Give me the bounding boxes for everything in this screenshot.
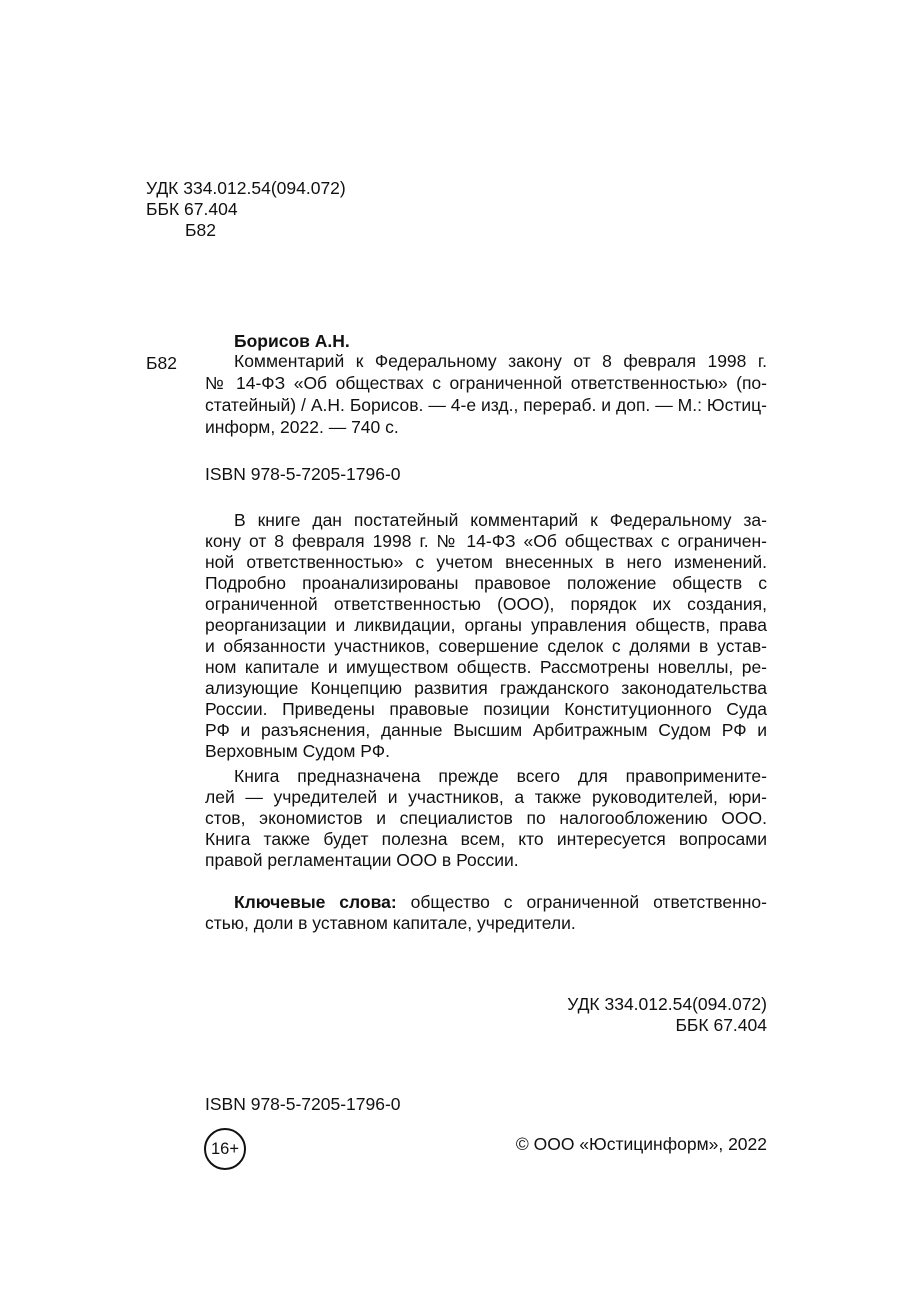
annotation-line: ном капитале и имуществом обществ. Рассмотрены новеллы, ре- (205, 657, 767, 677)
annotation-line: России. Приведены правовые позиции Конституционного Суда (205, 699, 767, 719)
annotation-line: Подробно проанализированы правовое положение обществ с (205, 573, 767, 593)
annotation-line: Книга также будет полезна всем, кто интересуется вопросами (205, 829, 767, 849)
author-name: Борисов А.Н. (234, 331, 350, 351)
bbk-code-bottom: ББК 67.404 (675, 1015, 767, 1035)
bib-line-4: информ, 2022. — 740 с. (205, 417, 399, 437)
annotation-line: и обязанности участников, совершение сделок с долями в устав- (205, 636, 767, 656)
annotation-line: ализующие Концепцию развития гражданского законодательства (205, 678, 767, 698)
annotation-line: ограниченной ответственностью (ООО), порядок их создания, (205, 594, 767, 614)
bib-line-3: статейный) / А.Н. Борисов. — 4-е изд., перераб. и доп. — М.: Юстиц- (205, 395, 767, 415)
bib-line-2: № 14-ФЗ «Об обществах с ограниченной ответственностью» (по- (205, 373, 767, 393)
annotation-line: Верховным Судом РФ. (205, 741, 390, 761)
bbk-code-top: ББК 67.404 (146, 199, 238, 219)
isbn-top: ISBN 978-5-7205-1796-0 (205, 464, 401, 484)
keywords-label: Ключевые слова: (234, 892, 397, 912)
udk-code-top: УДК 334.012.54(094.072) (146, 178, 346, 198)
annotation-line: реорганизации и ликвидации, органы управления обществ, права (205, 615, 767, 635)
age-rating-badge: 16+ (204, 1128, 246, 1170)
annotation-line: РФ и разъяснения, данные Высшим Арбитражным Судом РФ и (205, 720, 767, 740)
annotation-line: лей — учредителей и участников, а также руководителей, юри- (205, 787, 767, 807)
udk-code-bottom: УДК 334.012.54(094.072) (567, 994, 767, 1014)
annotation-line: кону от 8 февраля 1998 г. № 14-ФЗ «Об обществах с ограничен- (205, 531, 767, 551)
annotation-line: стов, экономистов и специалистов по налогообложению ООО. (205, 808, 767, 828)
keywords-line-1 (234, 892, 767, 913)
annotation-line: ной ответственностью» с учетом внесенных в него изменений. (205, 552, 767, 572)
keywords-text-1: общество с ограниченной ответственно- (396, 892, 767, 912)
bib-line-1: Комментарий к Федеральному закону от 8 февраля 1998 г. (234, 351, 767, 371)
keywords-line-2: стью, доли в уставном капитале, учредители. (205, 913, 576, 933)
annotation-line: правой регламентации ООО в России. (205, 850, 519, 870)
isbn-bottom: ISBN 978-5-7205-1796-0 (205, 1094, 401, 1114)
author-mark: Б82 (146, 353, 177, 373)
annotation-line: Книга предназначена прежде всего для правопримените- (234, 766, 767, 786)
copyright: © ООО «Юстицинформ», 2022 (515, 1134, 767, 1154)
author-mark-top: Б82 (185, 220, 216, 240)
annotation-line: В книге дан постатейный комментарий к Федеральному за- (234, 510, 767, 530)
